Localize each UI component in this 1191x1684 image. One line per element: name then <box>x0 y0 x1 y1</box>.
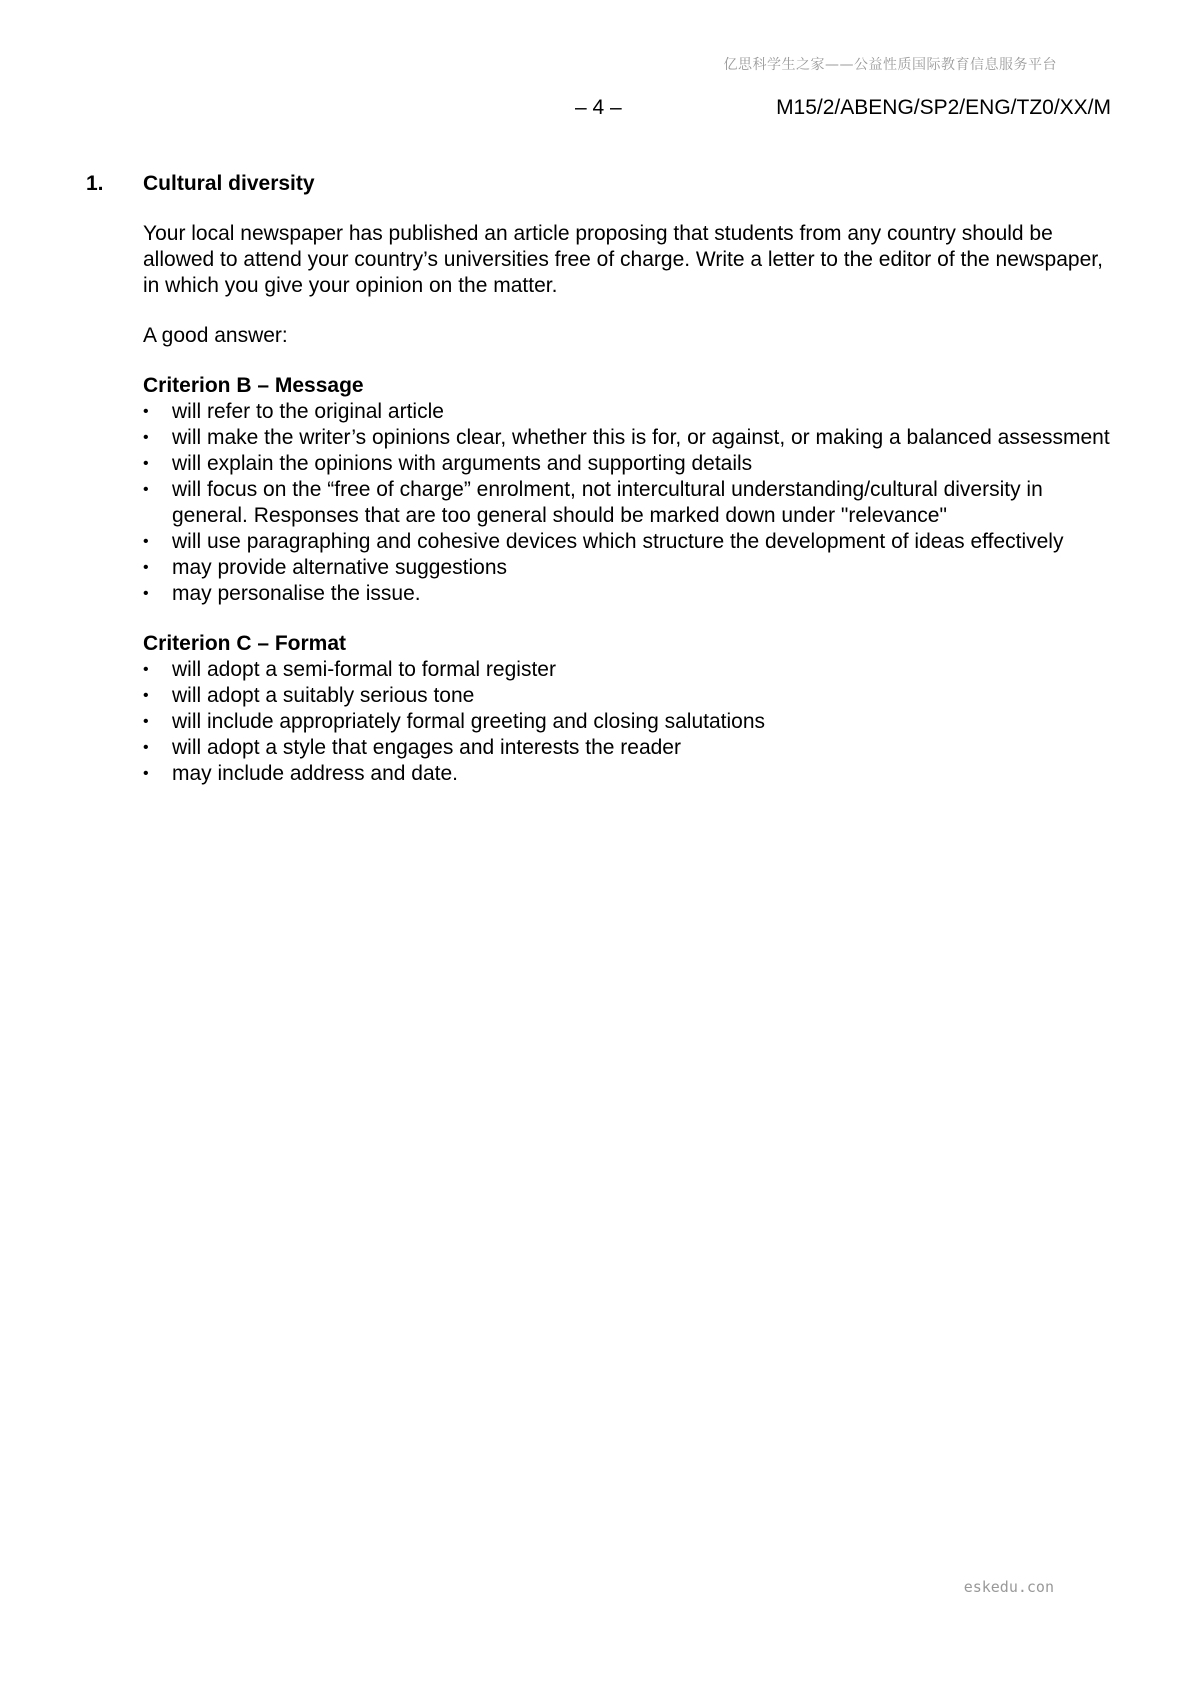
bullet-icon: • <box>143 739 149 756</box>
list-item: • may provide alternative suggestions <box>143 556 508 579</box>
watermark-top: 亿思科学生之家——公益性质国际教育信息服务平台 <box>723 57 1057 73</box>
question-heading <box>86 171 1116 197</box>
bullet-icon: • <box>143 661 149 678</box>
list-item: • will adopt a semi-formal to formal register <box>143 658 556 681</box>
question-1 <box>86 171 1116 787</box>
criterion-b-list <box>143 399 1116 607</box>
page-number: – 4 – <box>575 96 622 119</box>
document-code: M15/2/ABENG/SP2/ENG/TZ0/XX/M <box>776 96 1111 119</box>
question-prompt: Your local newspaper has published an article proposing that students from any country should be allowed to attend your country’s universities free of charge. Write a letter to the editor of the newspaper, in which you give your opinion on the matter. <box>143 222 1103 297</box>
list-item: • will focus on the “free of charge” enrolment, not intercultural understanding/cultural diversity in general. Responses that are too general should be marked down under "relevance" <box>143 478 1043 527</box>
criterion-c-title: Criterion C – Format <box>143 632 347 655</box>
list-item: • may personalise the issue. <box>143 582 421 605</box>
good-answer-label: A good answer: <box>143 324 288 347</box>
list-item: • may include address and date. <box>143 762 459 785</box>
list-item: • will explain the opinions with arguments and supporting details <box>143 452 753 475</box>
criterion-c-list <box>143 657 1116 787</box>
bullet-icon: • <box>143 533 149 550</box>
bullet-icon: • <box>143 765 149 782</box>
bullet-icon: • <box>143 429 149 446</box>
question-title: Cultural diversity <box>143 172 315 195</box>
list-item: • will use paragraphing and cohesive devices which structure the development of ideas effectively <box>143 530 1064 553</box>
bullet-icon: • <box>143 403 149 420</box>
bullet-icon: • <box>143 455 149 472</box>
list-item: • will adopt a style that engages and interests the reader <box>143 736 681 759</box>
question-number: 1. <box>86 172 104 195</box>
list-item: • will refer to the original article <box>143 400 444 423</box>
watermark-bottom: eskedu.con <box>963 1578 1054 1596</box>
bullet-icon: • <box>143 687 149 704</box>
bullet-icon: • <box>143 559 149 576</box>
criterion-b-title: Criterion B – Message <box>143 374 364 397</box>
question-body <box>143 221 1116 787</box>
list-item: • will make the writer’s opinions clear, whether this is for, or against, or making a balanced assessment <box>143 426 1110 449</box>
list-item: • will include appropriately formal greeting and closing salutations <box>143 710 765 733</box>
list-item: • will adopt a suitably serious tone <box>143 684 475 707</box>
bullet-icon: • <box>143 713 149 730</box>
bullet-icon: • <box>143 585 149 602</box>
bullet-icon: • <box>143 481 149 498</box>
